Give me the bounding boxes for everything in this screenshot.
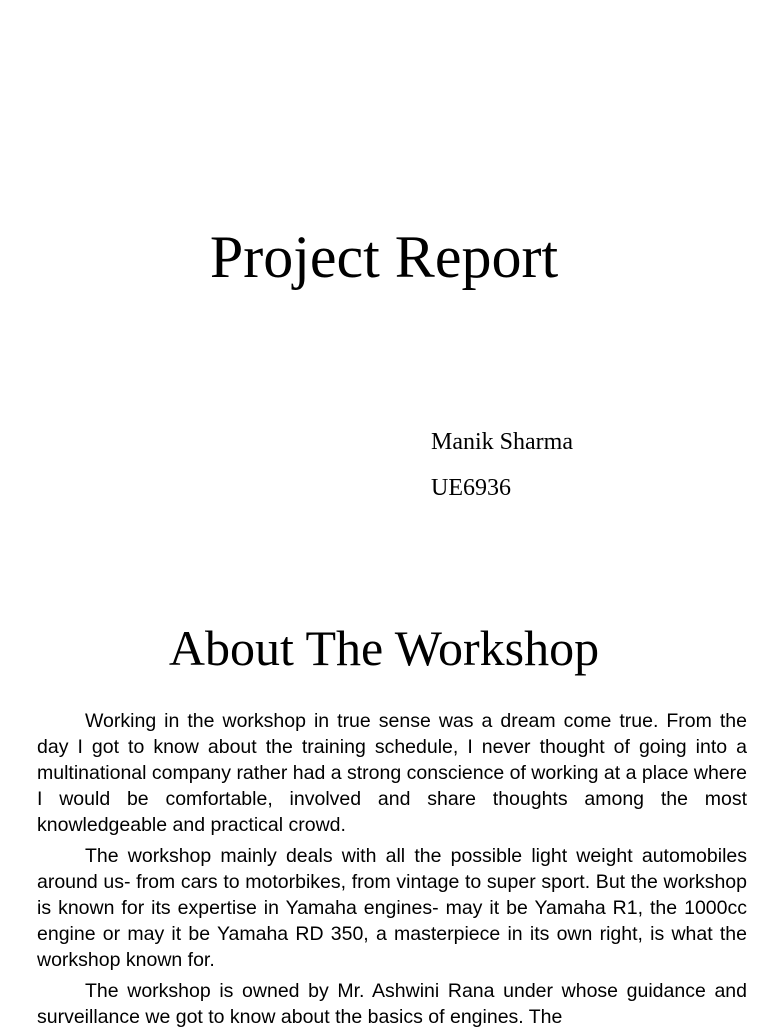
author-id: UE6936 <box>431 475 511 501</box>
author-name: Manik Sharma <box>431 429 573 455</box>
paragraph-2: The workshop mainly deals with all the possible light weight automobiles around us- from cars to motorbikes, from vintage to super sport. But the workshop is known for its expertise in Yamaha engines- may it be Yamaha R1, the 1000cc engine or may it be Yamaha RD 350, a masterpiece in its own right, is what the workshop known for. <box>37 845 747 971</box>
document-title: Project Report <box>209 224 559 290</box>
paragraph-1: Working in the workshop in true sense was a dream come true. From the day I got to know about the training schedule, I never thought of going into a multinational company rather had a strong conscience of working at a place where I would be comfortable, involved and share thoughts among the most knowledgeable and practical crowd. <box>37 710 747 836</box>
section-heading: About The Workshop <box>168 620 600 676</box>
paragraph-3: The workshop is owned by Mr. Ashwini Rana under whose guidance and surveillance we got to know about the basics of engines. The <box>37 980 747 1028</box>
section-body <box>37 708 747 1035</box>
